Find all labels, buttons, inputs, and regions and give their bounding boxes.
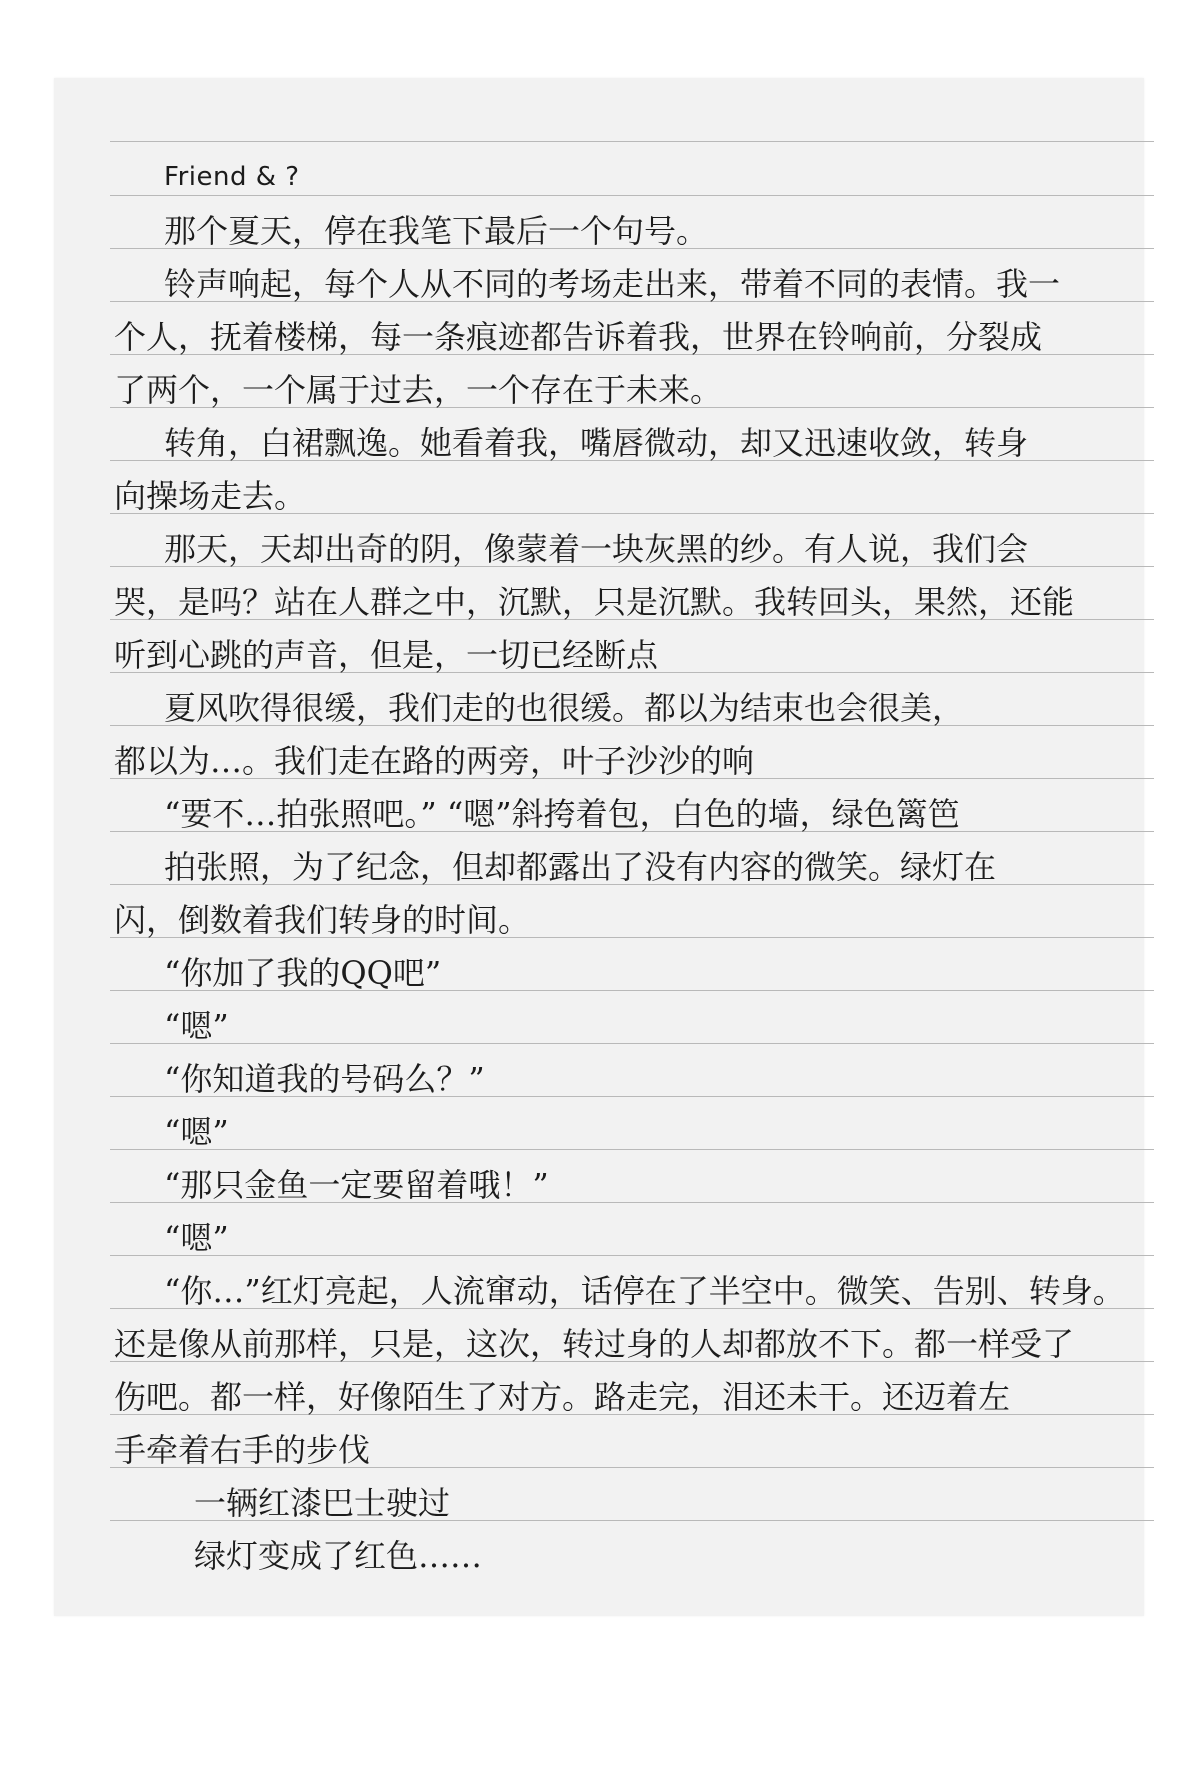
ruled-line — [110, 1043, 1154, 1044]
handwritten-line: “那只金鱼一定要留着哦！” — [164, 1166, 549, 1204]
handwritten-line: 闪，倒数着我们转身的时间。 — [114, 901, 531, 939]
handwritten-line: 伤吧。都一样，好像陌生了对方。路走完，泪还未干。还迈着左 — [114, 1378, 1011, 1416]
handwritten-line: “你…”红灯亮起，人流窜动，话停在了半空中。微笑、告别、转身。 — [164, 1272, 1125, 1310]
handwritten-line: 了两个，一个属于过去，一个存在于未来。 — [114, 371, 723, 409]
handwritten-line: “你知道我的号码么？” — [164, 1060, 485, 1098]
handwritten-line: “你加了我的QQ吧” — [164, 954, 442, 992]
handwritten-line: 都以为…。我们走在路的两旁，叶子沙沙的响 — [114, 742, 755, 780]
handwritten-line: 哭，是吗？站在人群之中，沉默，只是沉默。我转回头，果然，还能 — [114, 583, 1075, 621]
notebook-page — [54, 78, 1144, 1616]
handwritten-line: 铃声响起，每个人从不同的考场走出来，带着不同的表情。我一 — [164, 265, 1061, 303]
handwritten-line: 那天，天却出奇的阴，像蒙着一块灰黑的纱。有人说，我们会 — [164, 530, 1029, 568]
handwritten-line: 还是像从前那样，只是，这次，转过身的人却都放不下。都一样受了 — [114, 1325, 1075, 1363]
ruled-line — [110, 1255, 1154, 1256]
handwritten-line: 转角，白裙飘逸。她看着我，嘴唇微动，却又迅速收敛，转身 — [164, 424, 1029, 462]
handwritten-line: 一辆红漆巴士驶过 — [194, 1484, 451, 1522]
ruled-line — [110, 141, 1154, 142]
handwritten-line: 个人，抚着楼梯，每一条痕迹都告诉着我，世界在铃响前，分裂成 — [114, 318, 1043, 356]
ruled-line — [110, 1149, 1154, 1150]
handwritten-line: “要不…拍张照吧。” “嗯”斜挎着包，白色的墙，绿色篱笆 — [164, 795, 960, 833]
handwritten-line: “嗯” — [164, 1113, 229, 1151]
handwritten-line: 向操场走去。 — [114, 477, 307, 515]
handwritten-line: 听到心跳的声音，但是，一切已经断点 — [114, 636, 659, 674]
handwritten-line: 拍张照，为了纪念，但却都露出了没有内容的微笑。绿灯在 — [164, 848, 997, 886]
handwritten-line: “嗯” — [164, 1219, 229, 1257]
handwritten-line: 绿灯变成了红色…… — [194, 1537, 483, 1575]
handwritten-line: 手牵着右手的步伐 — [114, 1431, 371, 1469]
handwritten-line: 夏风吹得很缓，我们走的也很缓。都以为结束也会很美， — [164, 689, 965, 727]
handwritten-title: Friend & ? — [164, 162, 300, 192]
handwritten-line: 那个夏天，停在我笔下最后一个句号。 — [164, 212, 709, 250]
handwritten-line: “嗯” — [164, 1007, 229, 1045]
